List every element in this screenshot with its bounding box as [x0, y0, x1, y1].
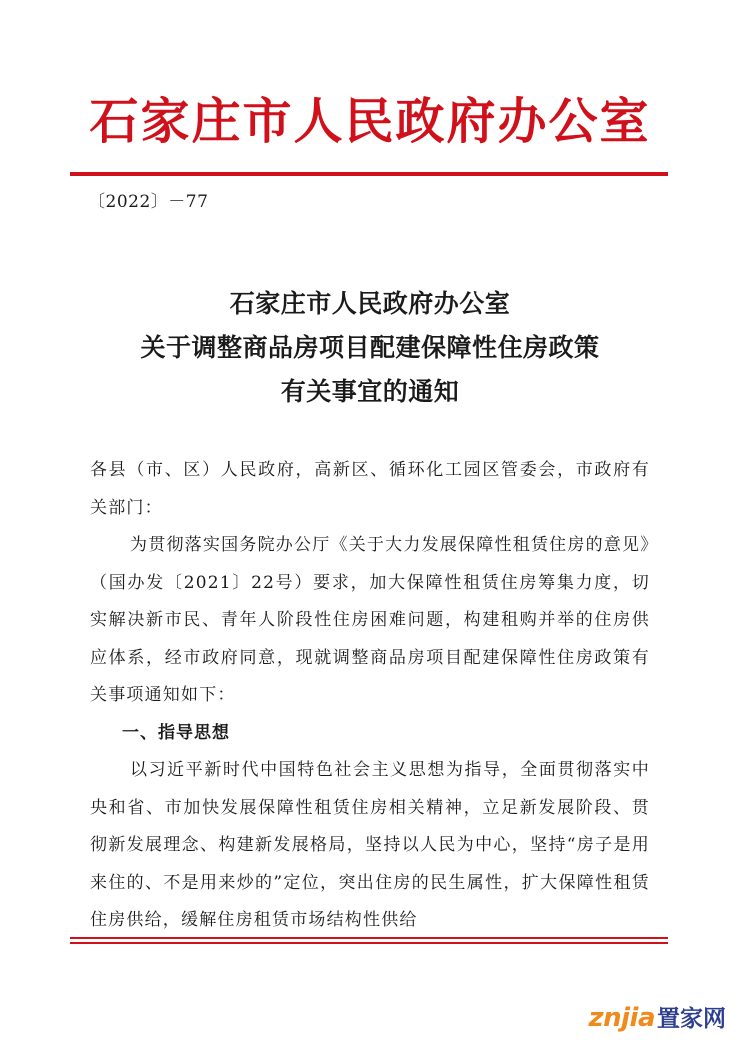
document-body	[90, 452, 650, 940]
document-title	[0, 282, 740, 414]
recipients-paragraph: 各县（市、区）人民政府，高新区、循环化工园区管委会，市政府有关部门：	[90, 460, 650, 518]
watermark-latin: znjia	[588, 1003, 655, 1033]
intro-paragraph: 为贯彻落实国务院办公厅《关于大力发展保障性租赁住房的意见》（国办发〔2021〕22号）要求，加大保障性租赁住房筹集力度，切实解决新市民、青年人阶段性住房困难问题，构建租购并举的住房供应体系，经市政府同意，现就调整商品房项目配建保障性住房政策有关事项通知如下：	[90, 535, 650, 705]
document-number: 〔2022〕－77	[88, 192, 209, 212]
issuing-office-header: 石家庄市人民政府办公室	[89, 92, 651, 150]
title-line-2: 关于调整商品房项目配建保障性住房政策	[140, 333, 600, 362]
title-line-3: 有关事宜的通知	[280, 377, 460, 406]
site-watermark-logo	[588, 1000, 726, 1037]
header-red-rule	[70, 172, 668, 176]
footer-red-rule-thin	[70, 942, 668, 944]
watermark-chinese: 置家网	[657, 1006, 726, 1032]
title-line-1: 石家庄市人民政府办公室	[229, 289, 511, 318]
section-heading: 一、指导思想	[122, 722, 230, 743]
guiding-thought-paragraph: 以习近平新时代中国特色社会主义思想为指导，全面贯彻落实中央和省、市加快发展保障性租赁住房相关精神，立足新发展阶段、贯彻新发展理念、构建新发展格局，坚持以人民为中心，坚持“房子是用来住的、不是用来炒的”定位，突出住房的民生属性，扩大保障性租赁住房供给，缓解住房租赁市场结构性供给	[90, 760, 650, 930]
footer-red-rule	[70, 937, 668, 939]
